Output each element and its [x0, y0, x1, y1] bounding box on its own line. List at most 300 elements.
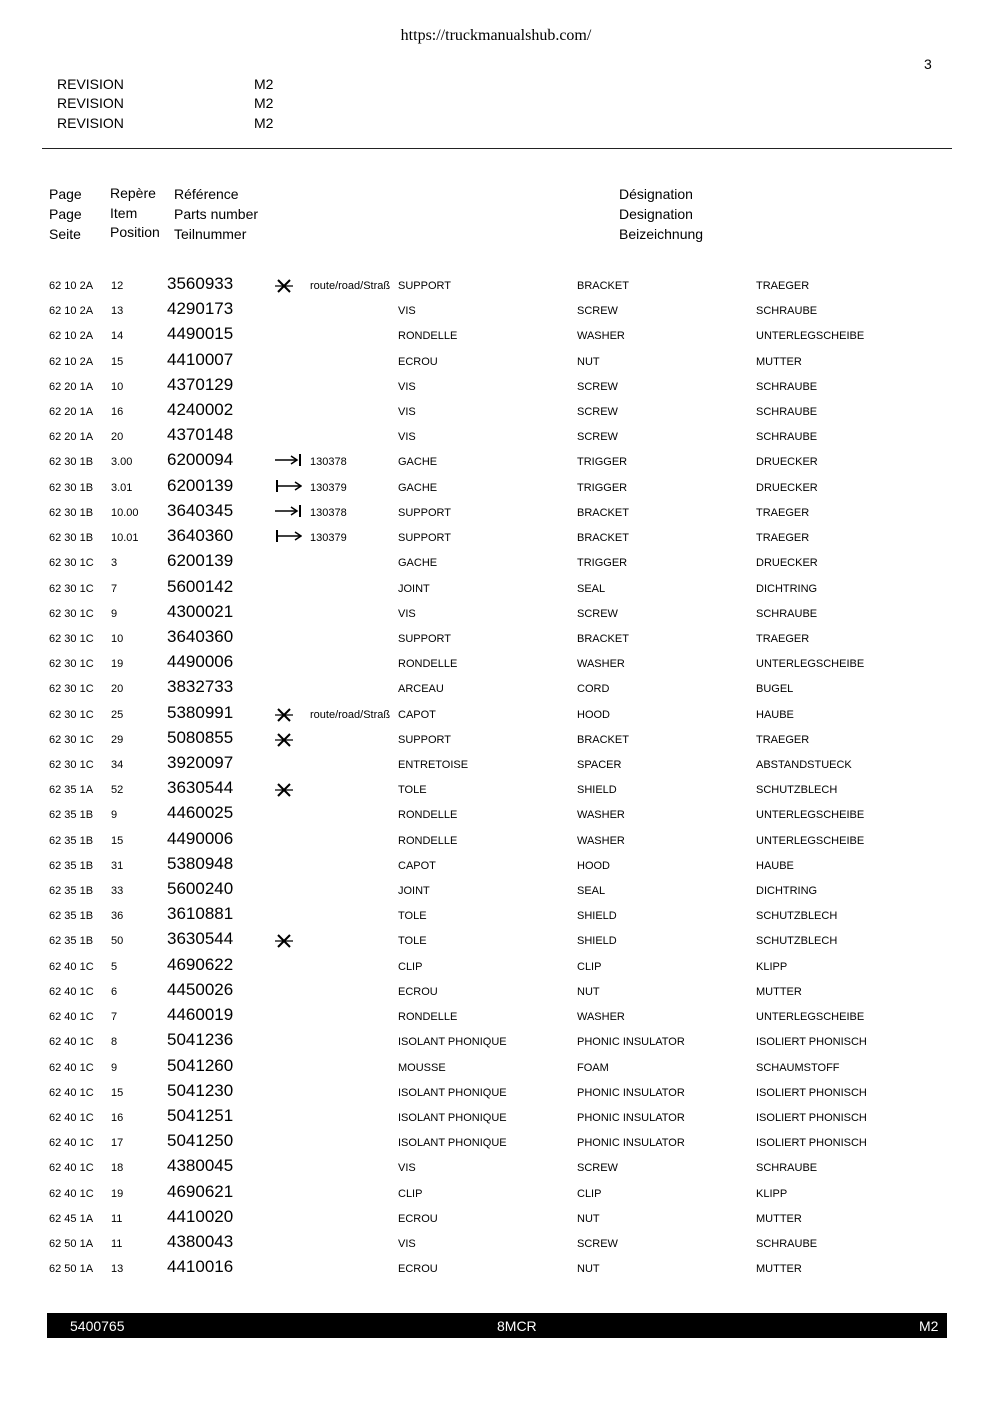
row-page: 62 30 1B [49, 481, 94, 494]
row-designation-fr: VIS [398, 380, 416, 393]
row-page: 62 35 1B [49, 885, 94, 898]
row-designation-fr: VIS [398, 1237, 416, 1250]
row-page: 62 40 1C [49, 1137, 94, 1150]
row-designation-de: MUTTER [756, 355, 802, 368]
row-designation-de: DRUECKER [756, 456, 818, 469]
row-page: 62 35 1B [49, 935, 94, 948]
row-designation-en: TRIGGER [577, 481, 628, 494]
row-page: 62 40 1C [49, 1086, 94, 1099]
row-reference: 4490006 [167, 828, 234, 848]
row-designation-en: SCREW [577, 305, 618, 318]
row-page: 62 30 1C [49, 607, 94, 620]
row-item: 50 [111, 935, 124, 948]
table-row [0, 752, 992, 777]
row-designation-de: TRAEGER [756, 280, 810, 292]
table-row [0, 1029, 992, 1054]
row-designation-en: SCREW [577, 380, 618, 393]
source-url[interactable]: https://truckmanualshub.com/ [400, 27, 592, 44]
row-reference: 4300021 [167, 601, 234, 621]
row-item: 13 [111, 1263, 124, 1276]
row-reference: 4370148 [167, 425, 234, 445]
row-designation-en: HOOD [577, 859, 610, 872]
star-icon [272, 778, 302, 800]
table-row [0, 1055, 992, 1080]
row-designation-fr: GACHE [398, 456, 438, 469]
table-row [0, 601, 992, 626]
row-designation-fr: RONDELLE [398, 834, 458, 847]
row-designation-fr: ENTRETOISE [398, 758, 469, 771]
table-row [0, 273, 992, 298]
row-page: 62 30 1C [49, 632, 94, 645]
row-designation-fr: ECROU [398, 1212, 438, 1225]
row-page: 62 30 1B [49, 456, 94, 469]
row-reference: 3610881 [167, 904, 234, 924]
row-item: 15 [111, 1086, 124, 1099]
row-designation-en: PHONIC INSULATOR [577, 1137, 685, 1150]
row-page: 62 35 1B [49, 910, 94, 923]
star-icon [272, 274, 302, 296]
row-page: 62 30 1B [49, 506, 94, 519]
revision-label: REVISION [57, 76, 124, 92]
row-page: 62 30 1C [49, 708, 94, 721]
row-item: 10.01 [111, 532, 139, 545]
revision-label: REVISION [57, 115, 124, 131]
arrow-to-bar-icon [272, 501, 302, 523]
table-row [0, 1130, 992, 1155]
row-reference: 3832733 [167, 677, 234, 697]
row-item: 14 [111, 330, 124, 343]
table-row [0, 878, 992, 903]
row-designation-en: SCREW [577, 406, 618, 419]
row-designation-en: SHIELD [577, 910, 617, 923]
row-reference: 3560933 [167, 274, 234, 293]
table-row [0, 374, 992, 399]
row-designation-en: SCREW [577, 1237, 618, 1250]
row-designation-fr: RONDELLE [398, 809, 458, 822]
row-item: 6 [111, 985, 118, 998]
row-designation-de: ISOLIERT PHONISCH [756, 1111, 867, 1124]
table-row [0, 651, 992, 676]
row-designation-fr: ECROU [398, 355, 438, 368]
row-designation-fr: TOLE [398, 910, 427, 923]
row-designation-en: FOAM [577, 1061, 609, 1074]
row-page: 62 30 1C [49, 758, 94, 771]
row-designation-de: SCHRAUBE [756, 1162, 818, 1175]
row-reference: 4460019 [167, 1005, 234, 1025]
row-page: 62 10 2A [49, 355, 94, 368]
row-note: 130379 [310, 532, 347, 545]
row-item: 20 [111, 431, 124, 444]
row-page: 62 35 1B [49, 859, 94, 872]
row-designation-de: ISOLIERT PHONISCH [756, 1137, 867, 1150]
row-item: 8 [111, 1036, 118, 1049]
row-page: 62 30 1C [49, 658, 94, 671]
table-row [0, 399, 992, 424]
row-reference: 4490006 [167, 652, 234, 672]
row-item: 16 [111, 1111, 124, 1124]
page-number: 3 [924, 56, 932, 72]
row-item: 10 [111, 632, 124, 645]
row-designation-en: PHONIC INSULATOR [577, 1086, 685, 1099]
row-designation-en: BRACKET [577, 280, 629, 292]
row-designation-en: NUT [577, 985, 600, 998]
row-designation-de: ISOLIERT PHONISCH [756, 1086, 867, 1099]
star-icon [272, 728, 302, 750]
row-reference: 4490015 [167, 324, 234, 344]
column-header-line: Designation [619, 206, 693, 222]
row-designation-en: NUT [577, 355, 600, 368]
row-reference: 3640360 [167, 626, 234, 646]
row-note: 130379 [310, 481, 347, 494]
column-header-line: Teilnummer [174, 226, 247, 242]
revision-value: M2 [254, 95, 274, 111]
row-designation-de: TRAEGER [756, 733, 810, 746]
row-designation-en: WASHER [577, 834, 625, 847]
row-reference: 5380991 [167, 702, 234, 722]
row-designation-fr: MOUSSE [398, 1061, 446, 1074]
row-designation-de: KLIPP [756, 1187, 788, 1200]
row-designation-fr: ISOLANT PHONIQUE [398, 1111, 507, 1124]
row-reference: 4450026 [167, 979, 234, 999]
row-item: 5 [111, 960, 118, 973]
row-reference: 4380043 [167, 1231, 234, 1251]
row-reference: 4240002 [167, 400, 234, 420]
row-item: 3 [111, 557, 118, 570]
row-reference: 3630544 [167, 778, 234, 798]
row-reference: 6200139 [167, 551, 234, 571]
table-row [0, 1105, 992, 1130]
row-designation-fr: VIS [398, 305, 416, 318]
table-row [0, 1004, 992, 1029]
footer-bar [47, 1313, 947, 1338]
row-page: 62 40 1C [49, 1162, 94, 1175]
row-reference: 5041260 [167, 1055, 234, 1075]
row-designation-de: ABSTANDSTUECK [756, 758, 852, 771]
row-designation-fr: TOLE [398, 784, 427, 797]
row-designation-de: TRAEGER [756, 632, 810, 645]
row-designation-fr: ECROU [398, 985, 438, 998]
row-reference: 5041230 [167, 1080, 234, 1100]
column-header-line: Repère [110, 185, 156, 201]
table-row [0, 1231, 992, 1256]
row-designation-en: SEAL [577, 885, 606, 898]
column-header-line: Page [49, 206, 82, 222]
row-designation-fr: CAPOT [398, 859, 436, 872]
row-reference: 5600240 [167, 879, 234, 899]
row-designation-de: UNTERLEGSCHEIBE [756, 330, 865, 343]
row-designation-de: UNTERLEGSCHEIBE [756, 658, 865, 671]
table-row [0, 424, 992, 449]
row-item: 7 [111, 582, 118, 595]
row-reference: 3920097 [167, 752, 234, 772]
row-designation-de: DICHTRING [756, 582, 818, 595]
row-page: 62 20 1A [49, 406, 94, 419]
header-divider [42, 148, 952, 149]
row-designation-fr: JOINT [398, 582, 430, 595]
row-item: 19 [111, 1187, 124, 1200]
row-page: 62 35 1B [49, 834, 94, 847]
row-note: 130378 [310, 456, 347, 469]
row-designation-de: UNTERLEGSCHEIBE [756, 1011, 865, 1024]
row-reference: 4380045 [167, 1156, 234, 1176]
row-designation-de: MUTTER [756, 985, 802, 998]
row-designation-de: SCHAUMSTOFF [756, 1061, 840, 1074]
row-page: 62 35 1B [49, 809, 94, 822]
row-designation-fr: ECROU [398, 1263, 438, 1276]
row-page: 62 50 1A [49, 1263, 94, 1276]
row-item: 3.01 [111, 481, 133, 494]
row-item: 11 [111, 1212, 123, 1225]
row-designation-de: MUTTER [756, 1212, 802, 1225]
row-designation-en: BRACKET [577, 733, 629, 746]
table-row [0, 802, 992, 827]
row-designation-de: SCHUTZBLECH [756, 910, 838, 923]
table-row [0, 1206, 992, 1231]
row-designation-en: CLIP [577, 960, 602, 973]
row-designation-de: SCHRAUBE [756, 406, 818, 419]
column-header-line: Parts number [174, 206, 259, 222]
row-designation-en: SCREW [577, 431, 618, 444]
row-item: 7 [111, 1011, 118, 1024]
row-reference: 3640360 [167, 526, 234, 546]
row-designation-de: SCHUTZBLECH [756, 935, 838, 948]
row-designation-fr: ISOLANT PHONIQUE [398, 1086, 507, 1099]
row-item: 36 [111, 910, 124, 923]
column-header-page [49, 184, 82, 244]
row-page: 62 40 1C [49, 1111, 94, 1124]
row-designation-fr: RONDELLE [398, 330, 458, 343]
row-page: 62 35 1A [49, 784, 94, 797]
table-row [0, 727, 992, 752]
row-designation-de: ISOLIERT PHONISCH [756, 1036, 867, 1049]
row-designation-fr: SUPPORT [398, 632, 451, 645]
row-designation-fr: ARCEAU [398, 683, 444, 696]
row-note: route/road/Straß [310, 708, 391, 721]
row-designation-de: SCHRAUBE [756, 1237, 818, 1250]
row-item: 16 [111, 406, 124, 419]
row-page: 62 40 1C [49, 1061, 94, 1074]
column-header-line: Référence [174, 186, 239, 202]
row-designation-fr: RONDELLE [398, 1011, 458, 1024]
row-reference: 5600142 [167, 576, 234, 596]
row-page: 62 30 1C [49, 733, 94, 746]
table-row [0, 500, 992, 525]
table-row [0, 1256, 992, 1281]
row-designation-en: CORD [577, 683, 610, 696]
row-designation-en: WASHER [577, 809, 625, 822]
row-designation-en: SEAL [577, 582, 606, 595]
row-page: 62 40 1C [49, 985, 94, 998]
row-reference: 4410016 [167, 1257, 234, 1277]
row-reference: 3640345 [167, 500, 234, 520]
table-row [0, 449, 992, 474]
table-row [0, 525, 992, 550]
row-item: 10.00 [111, 506, 139, 519]
row-designation-fr: ISOLANT PHONIQUE [398, 1137, 507, 1150]
row-designation-fr: VIS [398, 1162, 416, 1175]
row-designation-en: SHIELD [577, 784, 617, 797]
row-page: 62 40 1C [49, 1011, 94, 1024]
row-item: 15 [111, 355, 124, 368]
table-row [0, 576, 992, 601]
row-designation-de: DICHTRING [756, 885, 818, 898]
row-page: 62 30 1C [49, 683, 94, 696]
row-designation-de: SCHRAUBE [756, 431, 818, 444]
row-designation-de: HAUBE [756, 708, 794, 721]
row-designation-de: SCHUTZBLECH [756, 784, 838, 797]
table-row [0, 954, 992, 979]
row-note: 130378 [310, 506, 347, 519]
row-reference: 5380948 [167, 853, 234, 873]
row-page: 62 10 2A [49, 305, 94, 318]
column-header-line: Item [110, 204, 138, 221]
row-designation-fr: SUPPORT [398, 280, 451, 292]
row-item: 31 [111, 859, 124, 872]
row-reference: 4690621 [167, 1181, 234, 1201]
revision-value: M2 [254, 76, 274, 92]
row-note: route/road/Straß [310, 280, 391, 292]
row-designation-en: HOOD [577, 708, 610, 721]
arrow-to-bar-icon [272, 450, 302, 472]
table-row [0, 475, 992, 500]
row-designation-fr: VIS [398, 431, 416, 444]
row-item: 19 [111, 658, 124, 671]
row-designation-fr: JOINT [398, 885, 430, 898]
row-reference: 4410020 [167, 1206, 234, 1226]
row-designation-en: NUT [577, 1212, 600, 1225]
row-item: 17 [111, 1137, 124, 1150]
bar-from-arrow-icon [272, 476, 302, 498]
table-row [0, 702, 992, 727]
row-page: 62 40 1C [49, 1036, 94, 1049]
row-designation-en: SCREW [577, 1162, 618, 1175]
table-row [0, 928, 992, 953]
row-reference: 4410007 [167, 349, 234, 369]
row-reference: 3630544 [167, 929, 234, 949]
table-row [0, 626, 992, 651]
row-item: 13 [111, 305, 124, 318]
column-header-line: Position [110, 224, 160, 240]
footer-revision: M2 [919, 1318, 939, 1334]
row-designation-en: WASHER [577, 330, 625, 343]
row-designation-de: MUTTER [756, 1263, 802, 1276]
row-item: 11 [111, 1237, 123, 1250]
column-header-item [110, 184, 160, 243]
row-designation-en: BRACKET [577, 506, 629, 519]
row-reference: 5041250 [167, 1131, 234, 1151]
row-reference: 4690622 [167, 954, 234, 974]
row-designation-fr: TOLE [398, 935, 427, 948]
row-designation-fr: CAPOT [398, 708, 436, 721]
row-designation-de: SCHRAUBE [756, 305, 818, 318]
row-designation-fr: GACHE [398, 557, 438, 570]
table-row [0, 323, 992, 348]
row-item: 34 [111, 758, 124, 771]
row-reference: 4290173 [167, 299, 234, 319]
row-page: 62 30 1C [49, 557, 94, 570]
column-header-line: Beizeichnung [619, 226, 704, 242]
row-designation-fr: VIS [398, 406, 416, 419]
row-designation-en: NUT [577, 1263, 600, 1276]
column-header-designation [619, 184, 703, 244]
column-header-line: Désignation [619, 186, 693, 202]
revision-value: M2 [254, 115, 274, 131]
row-designation-de: DRUECKER [756, 557, 818, 570]
row-reference: 5080855 [167, 727, 234, 747]
table-row [0, 1080, 992, 1105]
row-item: 15 [111, 834, 124, 847]
row-item: 25 [111, 708, 124, 721]
row-reference: 6200094 [167, 450, 234, 470]
row-designation-en: TRIGGER [577, 456, 628, 469]
table-row [0, 979, 992, 1004]
row-designation-en: SCREW [577, 607, 618, 620]
row-designation-de: BUGEL [756, 683, 794, 696]
row-reference: 5041251 [167, 1105, 234, 1125]
footer-model: 8MCR [497, 1318, 537, 1334]
row-designation-de: TRAEGER [756, 532, 810, 545]
row-page: 62 10 2A [49, 280, 94, 292]
row-page: 62 30 1C [49, 582, 94, 595]
row-item: 3.00 [111, 456, 133, 469]
row-item: 10 [111, 380, 124, 393]
row-designation-de: TRAEGER [756, 506, 810, 519]
row-page: 62 20 1A [49, 431, 94, 444]
table-row [0, 550, 992, 575]
row-designation-en: PHONIC INSULATOR [577, 1036, 685, 1049]
row-item: 20 [111, 683, 124, 696]
row-designation-fr: SUPPORT [398, 506, 451, 519]
table-row [0, 1155, 992, 1180]
row-designation-en: WASHER [577, 1011, 625, 1024]
row-designation-de: SCHRAUBE [756, 380, 818, 393]
row-designation-fr: ISOLANT PHONIQUE [398, 1036, 507, 1049]
row-page: 62 40 1C [49, 1187, 94, 1200]
bar-from-arrow-icon [272, 526, 302, 548]
row-item: 52 [111, 784, 124, 797]
table-row [0, 903, 992, 928]
row-page: 62 50 1A [49, 1237, 94, 1250]
row-designation-en: BRACKET [577, 632, 629, 645]
table-row [0, 349, 992, 374]
row-designation-de: DRUECKER [756, 481, 818, 494]
row-designation-fr: GACHE [398, 481, 438, 494]
column-header-line: Page [49, 186, 82, 202]
row-item: 29 [111, 733, 124, 746]
row-item: 9 [111, 1061, 118, 1074]
column-header-line: Seite [49, 226, 81, 242]
row-designation-en: WASHER [577, 658, 625, 671]
row-item: 12 [111, 280, 124, 292]
revision-label: REVISION [57, 95, 124, 111]
row-page: 62 30 1B [49, 532, 94, 545]
row-designation-en: PHONIC INSULATOR [577, 1111, 685, 1124]
row-designation-en: BRACKET [577, 532, 629, 545]
row-designation-de: UNTERLEGSCHEIBE [756, 809, 865, 822]
row-page: 62 45 1A [49, 1212, 94, 1225]
row-designation-en: SHIELD [577, 935, 617, 948]
row-designation-de: UNTERLEGSCHEIBE [756, 834, 865, 847]
row-reference: 4370129 [167, 374, 234, 394]
row-designation-fr: RONDELLE [398, 658, 458, 671]
row-designation-en: SPACER [577, 758, 622, 771]
row-item: 9 [111, 607, 118, 620]
table-row [0, 298, 992, 323]
table-row [0, 1181, 992, 1206]
star-icon [272, 929, 302, 951]
row-page: 62 40 1C [49, 960, 94, 973]
row-page: 62 20 1A [49, 380, 94, 393]
